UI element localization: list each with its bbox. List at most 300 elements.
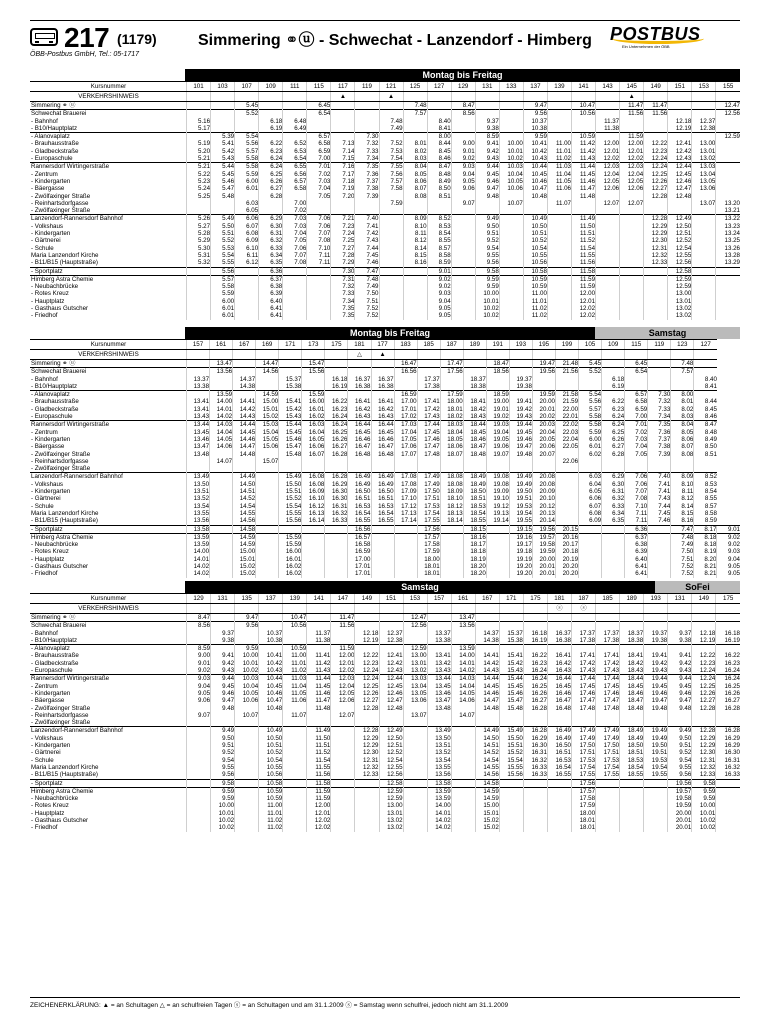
departure-time: 7.39 — [355, 193, 379, 200]
departure-time — [451, 275, 475, 283]
departure-time: 11.52 — [572, 237, 596, 244]
departure-time — [547, 645, 571, 653]
departure-time: 7.34 — [355, 155, 379, 163]
stop-row — [30, 383, 740, 391]
departure-time: 15.56 — [302, 368, 325, 376]
departure-time: 17.56 — [572, 779, 596, 787]
departure-time: 8.06 — [671, 436, 694, 443]
departure-time: 9.59 — [211, 787, 235, 795]
departure-time: 18.00 — [572, 810, 596, 817]
departure-time: 20.07 — [532, 451, 555, 458]
service-note — [668, 604, 692, 614]
departure-time: 7.47 — [671, 525, 694, 533]
departure-time — [325, 563, 348, 570]
departure-time: 17.50 — [596, 742, 620, 749]
departure-time — [427, 200, 451, 207]
stop-row — [30, 406, 740, 413]
departure-time — [379, 110, 403, 118]
departure-time — [694, 391, 717, 399]
run-number: 193 — [644, 594, 668, 604]
departure-time: 9.45 — [211, 683, 235, 690]
departure-time — [235, 787, 259, 795]
departure-time — [403, 290, 427, 297]
departure-time: 7.34 — [648, 413, 671, 421]
departure-time: 15.50 — [279, 481, 302, 488]
departure-time: 14.46 — [475, 690, 499, 697]
departure-time — [210, 541, 233, 548]
stop-row — [30, 488, 740, 495]
departure-time: 13.51 — [427, 742, 451, 749]
departure-time: 15.59 — [279, 541, 302, 548]
departure-time: 14.42 — [233, 406, 256, 413]
stop-name: - Volkshaus — [31, 734, 63, 742]
departure-time — [187, 795, 211, 802]
departure-time — [283, 735, 307, 742]
departure-time — [187, 779, 211, 787]
departure-time: 12.46 — [379, 690, 403, 697]
departure-time: 7.02 — [625, 429, 648, 436]
departure-time — [211, 712, 235, 719]
departure-time — [283, 637, 307, 645]
stop-name: - Schule — [31, 756, 54, 764]
departure-time — [499, 125, 523, 133]
service-note — [307, 92, 331, 102]
departure-time: 6.11 — [235, 252, 259, 259]
departure-time: 7.03 — [625, 436, 648, 443]
departure-time: 9.54 — [211, 757, 235, 764]
departure-time: 19.20 — [509, 563, 532, 570]
departure-time: 15.43 — [279, 413, 302, 421]
run-number: 141 — [307, 594, 331, 604]
departure-time: 8.44 — [694, 398, 717, 405]
departure-time: 12.49 — [668, 215, 692, 223]
departure-time — [523, 802, 547, 809]
departure-time — [187, 719, 211, 727]
departure-time: 14.55 — [475, 764, 499, 771]
departure-time: 19.37 — [509, 376, 532, 383]
departure-time: 12.04 — [596, 171, 620, 178]
stop-row — [30, 787, 740, 795]
departure-time: 14.07 — [210, 458, 233, 465]
run-number: 157 — [187, 340, 210, 350]
departure-time: 17.00 — [394, 398, 417, 405]
departure-time: 16.33 — [325, 517, 348, 525]
departure-time — [403, 817, 427, 824]
departure-time: 8.21 — [694, 563, 717, 570]
departure-time: 9.49 — [668, 727, 692, 735]
departure-time: 14.04 — [451, 683, 475, 690]
departure-time: 6.06 — [235, 215, 259, 223]
departure-time: 20.20 — [556, 563, 579, 570]
departure-time — [596, 614, 620, 622]
departure-time — [403, 802, 427, 809]
departure-time: 14.41 — [233, 398, 256, 405]
departure-time — [644, 267, 668, 275]
stop-name: - Brauhausstraße — [31, 398, 79, 406]
departure-time: 6.24 — [259, 163, 283, 171]
departure-time — [596, 223, 620, 230]
departure-time — [427, 645, 451, 653]
departure-time: 7.44 — [648, 503, 671, 510]
departure-time: 7.11 — [307, 259, 331, 267]
departure-time — [596, 622, 620, 630]
departure-time: 10.56 — [259, 771, 283, 779]
departure-time: 18.46 — [463, 436, 486, 443]
departure-time — [486, 548, 509, 555]
departure-time: 6.26 — [602, 436, 625, 443]
departure-time — [187, 283, 211, 290]
departure-time — [211, 200, 235, 207]
departure-time: 12.26 — [355, 690, 379, 697]
stop-row — [30, 824, 740, 831]
departure-time — [355, 118, 379, 125]
departure-time: 18.49 — [463, 473, 486, 481]
departure-time: 6.24 — [259, 155, 283, 163]
departure-time: 10.38 — [523, 125, 547, 133]
departure-time — [210, 525, 233, 533]
departure-time: 16.07 — [302, 451, 325, 458]
departure-time: 7.59 — [379, 200, 403, 207]
departure-time — [210, 481, 233, 488]
departure-time: 13.07 — [403, 712, 427, 719]
run-number: 167 — [475, 594, 499, 604]
departure-time: 6.58 — [625, 398, 648, 405]
departure-time: 16.41 — [547, 652, 571, 659]
departure-time — [671, 458, 694, 465]
departure-time: 7.33 — [355, 148, 379, 155]
departure-time — [371, 465, 394, 473]
departure-time — [648, 533, 671, 541]
run-number: 147 — [331, 594, 355, 604]
departure-time: 12.04 — [620, 171, 644, 178]
stop-name: Schwechat Brauerei — [30, 368, 187, 376]
departure-time — [499, 283, 523, 290]
departure-time: 13.45 — [427, 683, 451, 690]
departure-time: 9.55 — [475, 252, 499, 259]
departure-time — [211, 645, 235, 653]
departure-time: 8.07 — [403, 185, 427, 192]
departure-time: 9.05 — [427, 312, 451, 319]
departure-time — [620, 267, 644, 275]
departure-time: 11.02 — [523, 312, 547, 319]
departure-time: 17.48 — [596, 705, 620, 712]
departure-time: 9.56 — [523, 110, 547, 118]
departure-time: 8.12 — [403, 237, 427, 244]
departure-time — [523, 795, 547, 802]
departure-time — [523, 614, 547, 622]
departure-time: 8.56 — [451, 110, 475, 118]
departure-time: 19.53 — [644, 757, 668, 764]
departure-time: 17.13 — [394, 510, 417, 517]
departure-time — [283, 719, 307, 727]
departure-time: 12.32 — [355, 764, 379, 771]
departure-time: 11.01 — [547, 148, 571, 155]
departure-time — [579, 376, 602, 383]
section-title: Montag bis Freitag — [185, 69, 740, 81]
service-note — [523, 92, 547, 102]
departure-time — [379, 283, 403, 290]
departure-time — [499, 810, 523, 817]
service-note — [644, 604, 668, 614]
departure-time — [379, 614, 403, 622]
departure-time: 12.52 — [668, 237, 692, 244]
departure-time: 12.22 — [644, 140, 668, 147]
departure-time: 16.27 — [716, 697, 740, 704]
departure-time: 7.01 — [625, 421, 648, 429]
departure-time — [620, 645, 644, 653]
departure-time: 20.04 — [532, 429, 555, 436]
departure-time: 13.58 — [187, 525, 210, 533]
departure-time — [668, 622, 692, 630]
departure-time — [403, 719, 427, 727]
departure-time: 18.45 — [463, 429, 486, 436]
departure-time: 17.53 — [572, 757, 596, 764]
departure-time: 7.34 — [331, 298, 355, 305]
departure-time: 9.59 — [692, 795, 716, 802]
stop-name: Lanzendorf-Rannersdorf Bahnhof — [30, 215, 187, 223]
run-number: 193 — [509, 340, 532, 350]
departure-time: 7.43 — [648, 495, 671, 502]
run-number: 101 — [187, 82, 211, 92]
departure-time — [210, 488, 233, 495]
departure-time: 7.33 — [648, 406, 671, 413]
stop-row — [30, 110, 740, 118]
departure-time: 11.41 — [307, 652, 331, 659]
departure-time: 7.44 — [355, 245, 379, 252]
departure-time: 13.05 — [403, 690, 427, 697]
stop-name: - Friedhof — [31, 824, 58, 832]
departure-time: 5.29 — [187, 237, 211, 244]
departure-time — [307, 267, 331, 275]
stop-name: - B10/Hauptplatz — [31, 636, 78, 644]
departure-time: 12.25 — [644, 171, 668, 178]
departure-time — [427, 622, 451, 630]
departure-time — [259, 200, 283, 207]
departure-time: 16.38 — [348, 383, 371, 391]
kursnummer-label: Kursnummer — [30, 82, 187, 92]
departure-time: 11.04 — [547, 171, 571, 178]
departure-time — [523, 712, 547, 719]
departure-time: 18.46 — [620, 690, 644, 697]
departure-time: 16.24 — [325, 413, 348, 421]
departure-time: 16.49 — [547, 727, 571, 735]
departure-time: 16.26 — [325, 436, 348, 443]
stop-name: - Volkshaus — [31, 480, 63, 488]
departure-time — [283, 283, 307, 290]
departure-time: 12.41 — [379, 652, 403, 659]
departure-time — [283, 102, 307, 110]
departure-time: 5.57 — [235, 148, 259, 155]
departure-time: 18.43 — [463, 413, 486, 421]
run-number-row — [30, 82, 740, 92]
departure-time: 13.00 — [403, 652, 427, 659]
departure-time: 16.19 — [716, 637, 740, 645]
departure-time: 16.46 — [348, 436, 371, 443]
departure-time — [547, 802, 571, 809]
departure-time: 18.15 — [463, 525, 486, 533]
departure-time — [644, 802, 668, 809]
departure-time: 5.59 — [235, 171, 259, 178]
departure-time: 20.12 — [532, 503, 555, 510]
departure-time — [307, 118, 331, 125]
departure-time — [259, 133, 283, 141]
departure-time: 6.03 — [579, 473, 602, 481]
run-number: 125 — [403, 82, 427, 92]
stop-row — [30, 376, 740, 383]
departure-time: 5.57 — [211, 275, 235, 283]
stop-name: - Zentrum — [31, 170, 58, 178]
departure-time — [403, 771, 427, 779]
departure-time: 9.03 — [451, 163, 475, 171]
run-number: 175 — [716, 594, 740, 604]
section-title-secondary: Samstag — [595, 327, 740, 339]
departure-time: 22.03 — [556, 429, 579, 436]
departure-time: 14.46 — [233, 436, 256, 443]
departure-time — [259, 102, 283, 110]
departure-time: 8.59 — [475, 133, 499, 141]
departure-time: 9.49 — [211, 727, 235, 735]
departure-time: 19.41 — [644, 652, 668, 659]
departure-time: 14.00 — [427, 802, 451, 809]
departure-time — [671, 383, 694, 391]
departure-time: 18.41 — [463, 398, 486, 405]
departure-time: 16.30 — [523, 742, 547, 749]
departure-time: 16.49 — [371, 473, 394, 481]
departure-time — [403, 283, 427, 290]
departure-time: 12.02 — [331, 667, 355, 675]
departure-time — [451, 245, 475, 252]
departure-time: 7.38 — [648, 443, 671, 450]
departure-time: 16.49 — [547, 735, 571, 742]
departure-time: 9.02 — [427, 283, 451, 290]
departure-time: 7.06 — [307, 215, 331, 223]
departure-time — [394, 556, 417, 563]
departure-time: 9.56 — [211, 771, 235, 779]
departure-time: 19.38 — [509, 383, 532, 391]
departure-time — [596, 779, 620, 787]
stop-name: Maria Lanzendorf Kirche — [31, 251, 99, 259]
departure-time: 5.49 — [211, 215, 235, 223]
departure-time: 17.45 — [596, 683, 620, 690]
departure-time: 13.48 — [427, 705, 451, 712]
departure-time: 16.43 — [371, 413, 394, 421]
departure-time: 8.53 — [427, 223, 451, 230]
departure-time: 5.54 — [579, 391, 602, 399]
departure-time: 8.15 — [403, 252, 427, 259]
departure-time — [187, 267, 211, 275]
departure-time: 16.29 — [716, 735, 740, 742]
run-number: 107 — [235, 82, 259, 92]
departure-time: 5.52 — [211, 237, 235, 244]
stop-name: - B11/B15 (Hauptstraße) — [31, 771, 98, 779]
departure-time: 12.56 — [668, 259, 692, 267]
departure-time: 12.28 — [692, 727, 716, 735]
departure-time — [620, 622, 644, 630]
departure-time: 12.24 — [355, 675, 379, 683]
departure-time: 11.47 — [307, 697, 331, 704]
departure-time: 19.45 — [509, 429, 532, 436]
departure-time: 20.19 — [556, 556, 579, 563]
departure-time: 12.38 — [379, 637, 403, 645]
departure-time: 12.02 — [596, 155, 620, 163]
departure-time: 10.00 — [499, 140, 523, 147]
departure-time — [451, 252, 475, 259]
departure-time: 14.00 — [210, 398, 233, 405]
departure-time: 13.43 — [427, 667, 451, 675]
stop-row — [30, 207, 740, 215]
departure-time — [379, 712, 403, 719]
departure-time: 8.16 — [403, 259, 427, 267]
departure-time: 16.22 — [325, 398, 348, 405]
departure-time: 18.38 — [463, 383, 486, 391]
departure-time: 19.46 — [509, 436, 532, 443]
departure-time — [331, 133, 355, 141]
departure-time: 16.57 — [348, 533, 371, 541]
departure-time: 7.29 — [331, 259, 355, 267]
departure-time: 11.00 — [283, 652, 307, 659]
departure-time: 9.04 — [427, 298, 451, 305]
stop-name: Rannersdorf Wirtingerstraße — [30, 675, 187, 683]
departure-time: 11.07 — [547, 200, 571, 207]
departure-time: 18.50 — [463, 488, 486, 495]
logo-subtitle: Ein Unternehmen der ÖBB — [622, 44, 670, 49]
departure-time: 19.53 — [509, 503, 532, 510]
departure-time: 16.43 — [547, 667, 571, 675]
departure-time — [556, 465, 579, 473]
departure-time: 16.19 — [523, 637, 547, 645]
departure-time — [716, 298, 740, 305]
verkehrshinweis-label: VERKEHRSHINWEIS — [30, 604, 187, 614]
departure-time: 12.56 — [379, 771, 403, 779]
departure-time: 9.44 — [668, 675, 692, 683]
departure-time: 16.47 — [547, 697, 571, 704]
departure-time: 15.48 — [279, 451, 302, 458]
departure-time: 17.43 — [596, 667, 620, 675]
departure-time: 17.46 — [417, 436, 440, 443]
departure-time: 16.29 — [325, 481, 348, 488]
departure-time — [694, 368, 717, 376]
departure-time — [235, 630, 259, 637]
departure-time: 14.58 — [475, 779, 499, 787]
departure-time: 13.04 — [692, 171, 716, 178]
departure-time: 10.41 — [523, 140, 547, 147]
departure-time: 8.01 — [671, 398, 694, 405]
departure-time: 10.06 — [499, 185, 523, 192]
top-rule — [30, 20, 740, 21]
departure-time — [692, 298, 716, 305]
departure-time — [547, 824, 571, 831]
run-number: 127 — [427, 82, 451, 92]
departure-time: 16.19 — [325, 383, 348, 391]
departure-time: 11.01 — [259, 810, 283, 817]
departure-time — [602, 533, 625, 541]
departure-time: 12.26 — [644, 178, 668, 185]
departure-time: 9.03 — [187, 675, 211, 683]
departure-time: 19.20 — [509, 570, 532, 577]
departure-time: 7.10 — [625, 503, 648, 510]
departure-time — [547, 230, 571, 237]
departure-time: 17.59 — [572, 802, 596, 809]
departure-time: 12.06 — [331, 697, 355, 704]
departure-time: 7.52 — [671, 563, 694, 570]
departure-time: 8.53 — [694, 481, 717, 488]
departure-time — [440, 548, 463, 555]
departure-time: 7.56 — [379, 171, 403, 178]
departure-time: 6.41 — [625, 570, 648, 577]
departure-time — [325, 570, 348, 577]
departure-time: 14.01 — [210, 406, 233, 413]
departure-time — [602, 368, 625, 376]
